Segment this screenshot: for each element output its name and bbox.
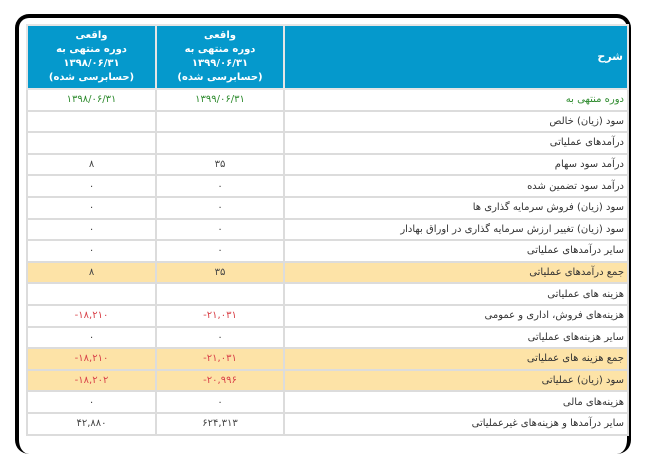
row-description: سایر هزینه‌های عملیاتی [284, 327, 628, 349]
value-1398: ۸ [27, 154, 156, 176]
row-description: دوره منتهی به [284, 89, 628, 111]
value-1399: ۰ [156, 327, 284, 349]
row-description: سایر درآمدهای عملیاتی [284, 240, 628, 262]
row-description: سود (زیان) تغییر ارزش سرمایه گذاری در اوراق بهادار [284, 219, 628, 241]
value-1399: -۲۰,۹۹۶ [156, 370, 284, 392]
value-1399: ۰ [156, 240, 284, 262]
value-1399: ۰ [156, 219, 284, 241]
row-description: هزینه‌های مالی [284, 391, 628, 413]
table-row [27, 132, 628, 154]
value-1399 [156, 132, 284, 154]
value-1398 [27, 283, 156, 305]
header-period-1398: واقعی دوره منتهی به ۱۳۹۸/۰۶/۳۱ (حسابرسی شده) [27, 25, 156, 89]
table-row [27, 413, 628, 435]
value-1398 [27, 111, 156, 133]
value-1398 [27, 132, 156, 154]
value-1398: ۰ [27, 391, 156, 413]
table-row [27, 348, 628, 370]
table-row [27, 111, 628, 133]
value-1398: -۱۸,۲۱۰ [27, 305, 156, 327]
row-description: جمع هزینه های عملیاتی [284, 348, 628, 370]
value-1399: ۳۵ [156, 262, 284, 284]
value-1399: ۰ [156, 175, 284, 197]
table-row [27, 154, 628, 176]
table-body [27, 89, 628, 435]
row-description: جمع درآمدهای عملیاتی [284, 262, 628, 284]
value-1398: ۰ [27, 197, 156, 219]
header-description: شرح [284, 25, 628, 89]
value-1399: -۲۱,۰۳۱ [156, 305, 284, 327]
table-header-row [27, 25, 628, 89]
row-description: سود (زیان) خالص [284, 111, 628, 133]
value-1398: ۰ [27, 327, 156, 349]
row-description: سایر درآمدها و هزینه‌های غیرعملیاتی [284, 413, 628, 435]
row-description: هزینه‌های فروش، اداری و عمومی [284, 305, 628, 327]
value-1399: ۱۳۹۹/۰۶/۳۱ [156, 89, 284, 111]
row-description: درآمد سود سهام [284, 154, 628, 176]
header-period-1399: واقعی دوره منتهی به ۱۳۹۹/۰۶/۳۱ (حسابرسی شده) [156, 25, 284, 89]
value-1399: -۲۱,۰۳۱ [156, 348, 284, 370]
row-description: سود (زیان) عملیاتی [284, 370, 628, 392]
table-row [27, 89, 628, 111]
value-1399: ۶۲۴,۳۱۳ [156, 413, 284, 435]
row-description: درآمد سود تضمین شده [284, 175, 628, 197]
value-1398: ۸ [27, 262, 156, 284]
financial-statement-table [26, 24, 629, 436]
table-row [27, 283, 628, 305]
value-1398: ۱۳۹۸/۰۶/۳۱ [27, 89, 156, 111]
value-1398: -۱۸,۲۱۰ [27, 348, 156, 370]
value-1398: ۴۲,۸۸۰ [27, 413, 156, 435]
value-1398: -۱۸,۲۰۲ [27, 370, 156, 392]
value-1399 [156, 111, 284, 133]
table-row [27, 175, 628, 197]
table-row [27, 305, 628, 327]
table-row [27, 240, 628, 262]
table-row [27, 370, 628, 392]
row-description: سود (زیان) فروش سرمایه گذاری ها [284, 197, 628, 219]
value-1399 [156, 283, 284, 305]
value-1399: ۰ [156, 391, 284, 413]
table-row [27, 262, 628, 284]
table-row [27, 327, 628, 349]
value-1398: ۰ [27, 219, 156, 241]
value-1399: ۰ [156, 197, 284, 219]
row-description: هزینه های عملیاتی [284, 283, 628, 305]
row-description: درآمدهای عملیاتی [284, 132, 628, 154]
table-row [27, 391, 628, 413]
value-1398: ۰ [27, 175, 156, 197]
table-row [27, 197, 628, 219]
value-1399: ۳۵ [156, 154, 284, 176]
table-row [27, 219, 628, 241]
value-1398: ۰ [27, 240, 156, 262]
